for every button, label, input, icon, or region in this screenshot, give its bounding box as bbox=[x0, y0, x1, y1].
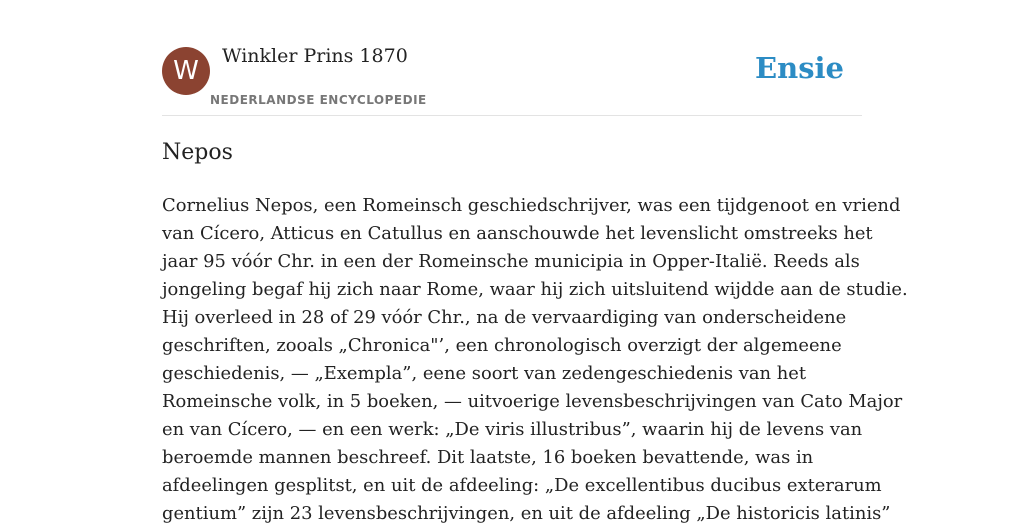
header-divider bbox=[162, 115, 862, 116]
source-title[interactable]: Winkler Prins 1870 bbox=[222, 45, 408, 67]
body-line: afdeelingen gesplitst, en uit de afdeeling: „De excellentibus ducibus exterarum bbox=[162, 475, 882, 496]
body-line: en van Cícero, — en een werk: „De viris illustribus”, waarin hij de levens van bbox=[162, 419, 863, 440]
body-line: jongeling begaf hij zich naar Rome, waar hij zich uitsluitend wijdde aan de studie. bbox=[162, 279, 908, 300]
body-line: Romeinsche volk, in 5 boeken, — uitvoerige levensbeschrijvingen van Cato Major bbox=[162, 391, 903, 412]
entry-title: Nepos bbox=[162, 140, 233, 165]
avatar[interactable]: W bbox=[162, 47, 210, 95]
source-subtitle: NEDERLANDSE ENCYCLOPEDIE bbox=[210, 93, 427, 107]
body-line: jaar 95 vóór Chr. in een der Romeinsche municipia in Opper-Italië. Reeds als bbox=[162, 251, 860, 272]
body-line: Hij overleed in 28 of 29 vóór Chr., na de vervaardiging van onderscheidene bbox=[162, 307, 847, 328]
body-line: gentium” zijn 23 levensbeschrijvingen, en uit de afdeeling „De historicis latinis” bbox=[162, 503, 891, 524]
body-line: Cornelius Nepos, een Romeinsch geschiedschrijver, was een tijdgenoot en vriend bbox=[162, 195, 901, 216]
body-line: geschiedenis, — „Exempla”, eene soort van zedengeschiedenis van het bbox=[162, 363, 807, 384]
brand-logo[interactable]: Ensie bbox=[755, 51, 844, 85]
body-line: van Cícero, Atticus en Catullus en aanschouwde het levenslicht omstreeks het bbox=[162, 223, 873, 244]
body-line: beroemde mannen beschreef. Dit laatste, 16 boeken bevattende, was in bbox=[162, 447, 814, 468]
body-line: geschriften, zooals „Chronica"’, een chronologisch overzigt der algemeene bbox=[162, 335, 842, 356]
entry-body bbox=[162, 192, 908, 528]
